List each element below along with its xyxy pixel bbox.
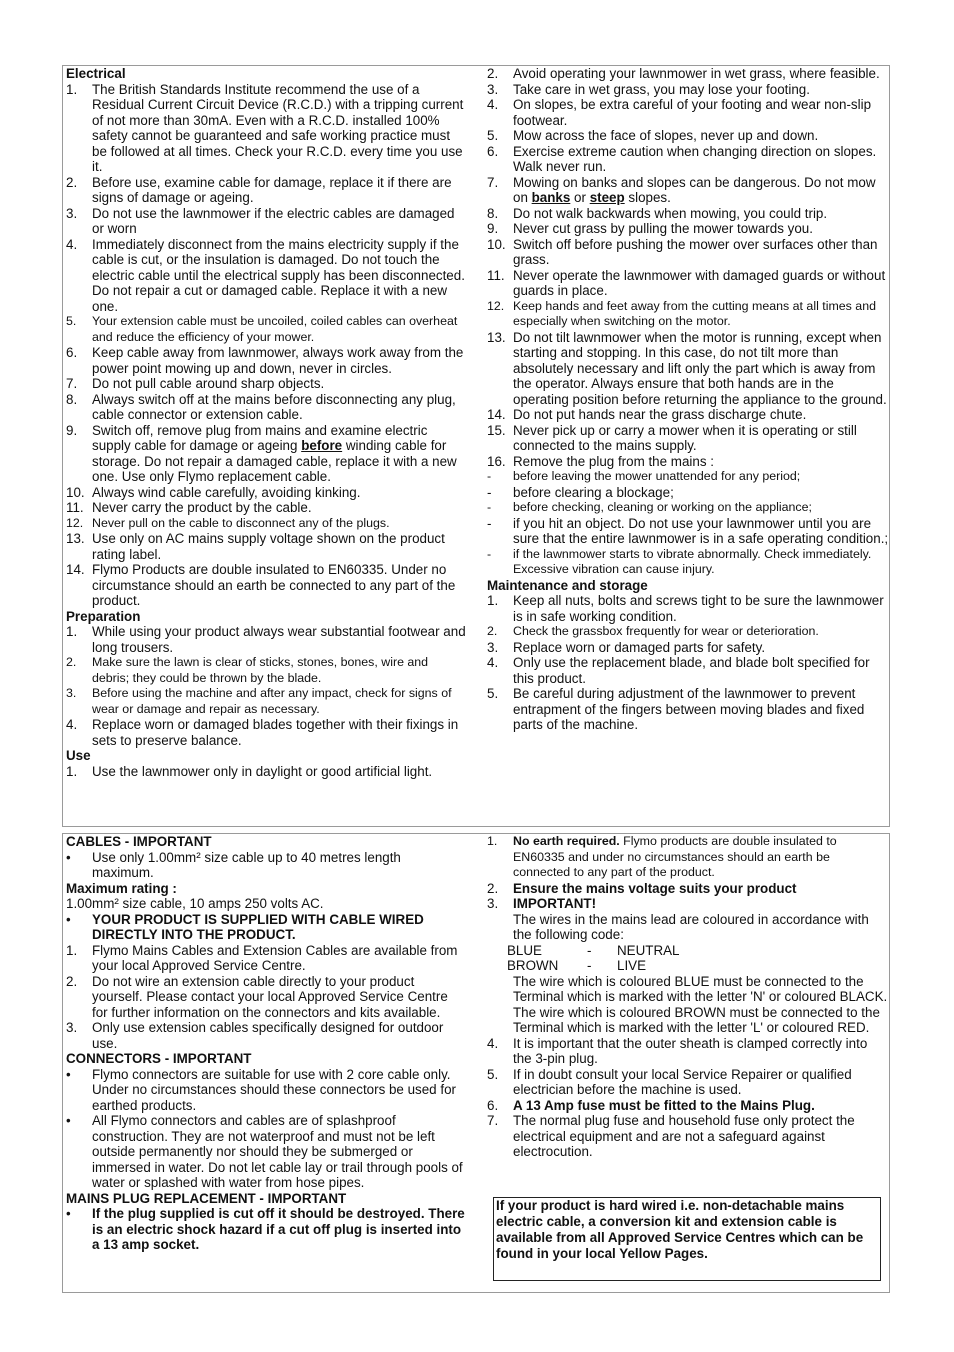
list-text: before checking, cleaning or working on the appliance; bbox=[513, 500, 812, 514]
list-number: 1. bbox=[66, 763, 78, 779]
list-item bbox=[487, 516, 889, 547]
list-text: Never pick up or carry a mower when it is operating or still connected to the mains supply. bbox=[513, 422, 857, 453]
list-number: 5. bbox=[487, 686, 499, 701]
list-number: 5. bbox=[66, 314, 77, 328]
list-number bbox=[487, 912, 513, 943]
list-number: 6. bbox=[487, 1097, 499, 1113]
text-part: or bbox=[570, 190, 590, 205]
list-number: 7. bbox=[487, 1113, 499, 1128]
list-item bbox=[66, 655, 466, 686]
list-number: 4. bbox=[487, 97, 499, 112]
list-number: 1. bbox=[487, 834, 498, 848]
list-text: Do not use the lawnmower if the electric cables are damaged or worn bbox=[92, 205, 455, 236]
list-text: Your extension cable must be uncoiled, coiled cables can overheat and reduce the efficiency of your mower. bbox=[92, 314, 458, 344]
list-item bbox=[487, 82, 889, 98]
bold-text: No earth required. bbox=[513, 834, 620, 848]
list-item bbox=[487, 1005, 889, 1036]
list-item bbox=[487, 640, 889, 656]
list-item bbox=[487, 1113, 889, 1160]
list-text: The wire which is coloured BROWN must be connected to the Terminal which is marked with the letter 'L' or coloured RED. bbox=[513, 1004, 880, 1035]
list-text: Keep all nuts, bolts and screws tight to be sure the lawnmower is in safe working condition. bbox=[513, 593, 884, 624]
list-item bbox=[487, 1098, 889, 1114]
list-number: 16. bbox=[487, 453, 506, 469]
list-number: 3. bbox=[66, 686, 77, 700]
list-text bbox=[513, 834, 889, 881]
list-number: - bbox=[487, 515, 492, 531]
list-number: 11. bbox=[487, 267, 505, 283]
list-text: Check the grassbox frequently for wear or deterioration. bbox=[513, 624, 819, 638]
list-number: 2. bbox=[66, 174, 78, 190]
list-item bbox=[66, 500, 466, 516]
list-item bbox=[66, 345, 466, 376]
list-item bbox=[66, 423, 466, 485]
list-text: The normal plug fuse and household fuse only protect the electrical equipment and are not a safeguard against electrocution. bbox=[513, 1113, 855, 1159]
list-item bbox=[66, 1067, 466, 1114]
list-item bbox=[66, 175, 466, 206]
list-text: Flymo Products are double insulated to EN60335. Under no circumstance should an earth be connected to any part of the product. bbox=[92, 562, 456, 608]
list-item bbox=[487, 655, 889, 686]
list-number: • bbox=[66, 1066, 71, 1082]
list-number: 2. bbox=[66, 973, 78, 989]
list-item bbox=[487, 407, 889, 423]
list-item bbox=[66, 764, 466, 780]
list-text bbox=[92, 423, 466, 485]
list-number: 3. bbox=[66, 1020, 78, 1035]
hard-wired-note: If your product is hard wired i.e. non-detachable mains electric cable, a conversion kit and extension cable is available from all Approved Service Centres which can be found in your local Yellow Pages. bbox=[493, 1197, 881, 1281]
list-item bbox=[66, 1206, 466, 1253]
list-item bbox=[487, 144, 889, 175]
section-heading: Electrical bbox=[66, 66, 126, 81]
list-item bbox=[487, 423, 889, 454]
list-item bbox=[487, 1036, 889, 1067]
list-number: 8. bbox=[66, 391, 78, 407]
list-number: 3. bbox=[66, 205, 78, 221]
list-item bbox=[487, 485, 889, 501]
list-text: Make sure the lawn is clear of sticks, stones, bones, wire and debris; they could be thrown by the blade. bbox=[92, 655, 429, 685]
list-number: 1. bbox=[66, 624, 78, 639]
list-number: • bbox=[66, 911, 71, 927]
list-number: 14. bbox=[487, 407, 506, 422]
list-number: 4. bbox=[487, 1035, 499, 1051]
list-text: While using your product always wear substantial footwear and long trousers. bbox=[92, 624, 466, 655]
list-number bbox=[487, 1005, 513, 1036]
list-number: 3. bbox=[487, 81, 499, 97]
list-item bbox=[487, 299, 889, 330]
list-text: Flymo connectors are suitable for use with 2 core cable only. Under no circumstances should these connectors be used for earthed products. bbox=[92, 1066, 456, 1113]
list-number: 4. bbox=[66, 717, 78, 732]
list-item bbox=[66, 516, 466, 532]
list-number: 9. bbox=[66, 422, 78, 438]
wire-function: NEUTRAL bbox=[617, 942, 680, 958]
underlined-text: steep bbox=[589, 190, 625, 205]
list-item bbox=[66, 1113, 466, 1191]
section-heading: Maximum rating : bbox=[66, 880, 177, 896]
wire-dash: - bbox=[587, 958, 592, 973]
list-item bbox=[487, 66, 889, 82]
list-number: • bbox=[66, 1113, 71, 1128]
section-heading: MAINS PLUG REPLACEMENT - IMPORTANT bbox=[66, 1190, 347, 1206]
list-item bbox=[66, 912, 466, 943]
list-text: IMPORTANT! bbox=[513, 896, 597, 911]
list-item bbox=[487, 912, 889, 943]
list-number: • bbox=[66, 1206, 71, 1221]
cables-section bbox=[62, 833, 890, 1293]
list-item bbox=[66, 314, 466, 345]
section-heading: Preparation bbox=[66, 608, 141, 624]
list-number: - bbox=[487, 500, 492, 514]
list-number: 8. bbox=[487, 205, 499, 221]
text-part: Switch off, remove plug from mains and examine electric supply cable for damage or ageing bbox=[92, 422, 428, 453]
list-item bbox=[487, 624, 889, 640]
column-left bbox=[66, 834, 466, 1253]
list-item bbox=[487, 974, 889, 1005]
list-text: Keep hands and feet away from the cutting means at all times and especially when switching on the motor. bbox=[513, 298, 876, 328]
list-text: Do not wire an extension cable directly to your product yourself. Please contact your local Approved Service Centre for further information on the connectors and kits available. bbox=[92, 973, 448, 1020]
column-left bbox=[66, 66, 466, 779]
list-text: Keep cable away from lawnmower, always work away from the power point mowing up and down, never in circles. bbox=[92, 345, 464, 376]
list-text: Never operate the lawnmower with damaged guards or without guards in place. bbox=[513, 267, 886, 298]
wire-code-row bbox=[507, 958, 889, 974]
list-number: 12. bbox=[487, 298, 505, 313]
list-number: 2. bbox=[487, 880, 499, 896]
list-number: 13. bbox=[66, 531, 85, 546]
list-number: 15. bbox=[487, 422, 506, 438]
list-item bbox=[487, 221, 889, 237]
list-item bbox=[66, 943, 466, 974]
list-text: On slopes, be extra careful of your footing and wear non-slip footwear. bbox=[513, 97, 872, 128]
list-number: 13. bbox=[487, 329, 506, 345]
list-item bbox=[66, 974, 466, 1021]
list-item bbox=[487, 1067, 889, 1098]
wire-colour: BLUE bbox=[507, 942, 542, 958]
list-text: All Flymo connectors and cables are of splashproof construction. They are not waterproof and must not be left outside permanently nor should they be submerged or immersed in water. Do not let cable lay or trail through pools of water or splashed with water from hose pipes. bbox=[92, 1113, 463, 1190]
list-number: 6. bbox=[487, 143, 499, 159]
list-text: It is important that the outer sheath is clamped correctly into the 3-pin plug. bbox=[513, 1035, 868, 1066]
list-number bbox=[487, 974, 513, 1005]
list-item bbox=[66, 376, 466, 392]
list-text: Mow across the face of slopes, never up and down. bbox=[513, 128, 819, 143]
list-text: Be careful during adjustment of the lawnmower to prevent entrapment of the fingers between moving blades and fixed parts of the machine. bbox=[513, 686, 865, 732]
list-number: - bbox=[487, 484, 492, 500]
list-item bbox=[487, 593, 889, 624]
section-heading: CONNECTORS - IMPORTANT bbox=[66, 1051, 252, 1066]
list-item bbox=[487, 175, 889, 206]
list-text: A 13 Amp fuse must be fitted to the Mains Plug. bbox=[513, 1097, 815, 1113]
list-item bbox=[66, 562, 466, 609]
safety-section bbox=[62, 65, 890, 827]
list-item bbox=[487, 469, 889, 485]
list-text bbox=[513, 175, 889, 206]
list-number: 5. bbox=[487, 1066, 499, 1082]
list-text: The British Standards Institute recommend the use of a Residual Current Circuit Device (R.C.D.) with a tripping current of not more than 30mA. Even with a R.C.D. installed 100% safety cannot be guaranteed and safe working practice must be followed at all times. Check your R.C.D. every time you use it. bbox=[92, 81, 464, 174]
list-text: Never carry the product by the cable. bbox=[92, 500, 312, 515]
list-item bbox=[66, 717, 466, 748]
list-number: 10. bbox=[487, 236, 506, 252]
list-text: before clearing a blockage; bbox=[513, 484, 674, 500]
list-number: 2. bbox=[487, 624, 498, 638]
list-text: Replace worn or damaged blades together with their fixings in sets to preserve balance. bbox=[92, 717, 459, 748]
list-text: Before using the machine and after any impact, check for signs of wear or damage and repair as necessary. bbox=[92, 686, 452, 716]
list-text: Do not walk backwards when mowing, you could trip. bbox=[513, 205, 828, 221]
list-number: 7. bbox=[487, 174, 499, 190]
list-number: 2. bbox=[487, 66, 499, 81]
list-number: 11. bbox=[66, 500, 84, 515]
list-item bbox=[487, 237, 889, 268]
list-item bbox=[487, 268, 889, 299]
list-item bbox=[487, 500, 889, 516]
column-right bbox=[487, 66, 889, 733]
list-number: 4. bbox=[487, 655, 499, 670]
list-text: Exercise extreme caution when changing direction on slopes. Walk never run. bbox=[513, 143, 877, 174]
list-number: 9. bbox=[487, 221, 499, 236]
list-text: YOUR PRODUCT IS SUPPLIED WITH CABLE WIRED DIRECTLY INTO THE PRODUCT. bbox=[92, 911, 424, 942]
list-text: Never pull on the cable to disconnect any of the plugs. bbox=[92, 515, 390, 530]
list-text: if the lawnmower starts to vibrate abnormally. Check immediately. Excessive vibration can cause injury. bbox=[513, 546, 872, 576]
list-number: 6. bbox=[66, 345, 78, 360]
list-number: 10. bbox=[66, 484, 85, 500]
wire-code-row bbox=[507, 943, 889, 959]
list-item bbox=[66, 850, 466, 881]
list-text: The wires in the mains lead are coloured in accordance with the following code: bbox=[513, 911, 869, 942]
list-text: Always wind cable carefully, avoiding kinking. bbox=[92, 484, 361, 500]
list-item bbox=[66, 82, 466, 175]
list-item bbox=[66, 686, 466, 717]
list-item bbox=[487, 896, 889, 912]
section-heading: Use bbox=[66, 748, 91, 763]
list-item bbox=[66, 392, 466, 423]
list-number: • bbox=[66, 849, 71, 865]
list-text: Only use the replacement blade, and blade bolt specified for this product. bbox=[513, 655, 870, 686]
list-item bbox=[66, 206, 466, 237]
list-number: 5. bbox=[487, 128, 499, 143]
list-item bbox=[487, 454, 889, 470]
underlined-text: before bbox=[301, 438, 343, 453]
list-item bbox=[487, 330, 889, 408]
list-number: 1. bbox=[487, 593, 499, 608]
list-text: Use only on AC mains supply voltage shown on the product rating label. bbox=[92, 531, 445, 562]
text-part: slopes. bbox=[624, 190, 671, 205]
list-number: 3. bbox=[487, 639, 499, 655]
wire-colour: BROWN bbox=[507, 958, 559, 973]
list-number: 14. bbox=[66, 562, 85, 577]
list-item bbox=[487, 97, 889, 128]
list-number: - bbox=[487, 469, 492, 483]
list-number: 4. bbox=[66, 236, 78, 252]
wire-function: LIVE bbox=[617, 958, 647, 973]
list-item bbox=[66, 531, 466, 562]
paragraph: 1.00mm² size cable, 10 amps 250 volts AC. bbox=[66, 896, 324, 911]
list-text: Always switch off at the mains before disconnecting any plug, cable connector or extension cable. bbox=[92, 391, 456, 422]
list-item bbox=[66, 485, 466, 501]
underlined-text: banks bbox=[531, 190, 571, 205]
list-text: before leaving the mower unattended for any period; bbox=[513, 469, 801, 483]
list-item bbox=[487, 834, 889, 881]
text-part: Flymo products are double insulated to EN60335 and under no circumstances should an earth be connected to any part of the product. bbox=[513, 834, 837, 879]
list-item bbox=[66, 624, 466, 655]
list-text: Replace worn or damaged parts for safety. bbox=[513, 639, 766, 655]
list-number: 2. bbox=[66, 655, 77, 669]
list-text: Ensure the mains voltage suits your product bbox=[513, 880, 797, 896]
list-number: 1. bbox=[66, 81, 78, 97]
list-item bbox=[487, 881, 889, 897]
list-item bbox=[487, 686, 889, 733]
list-text: Do not tilt lawnmower when the motor is running, except when starting and stopping. In this case, do not tilt more than absolutely necessary and lift only the part which is away from the operator. Always ensure that both hands are in the operating position before returning the appliance to the ground. bbox=[513, 329, 887, 407]
list-text: Avoid operating your lawnmower in wet grass, where feasible. bbox=[513, 66, 880, 81]
list-number: 1. bbox=[66, 942, 78, 958]
text-part: Mowing on banks and slopes can be dangerous. Do not mow on bbox=[513, 174, 876, 205]
section-heading: Maintenance and storage bbox=[487, 577, 648, 593]
list-text: The wire which is coloured BLUE must be connected to the Terminal which is marked with the letter 'N' or coloured BLACK. bbox=[513, 973, 888, 1004]
list-text: Switch off before pushing the mower over surfaces other than grass. bbox=[513, 236, 878, 267]
list-number: 7. bbox=[66, 376, 78, 391]
list-number: - bbox=[487, 546, 492, 561]
list-item bbox=[487, 128, 889, 144]
list-text: Do not put hands near the grass discharge chute. bbox=[513, 407, 807, 422]
list-text: Use the lawnmower only in daylight or good artificial light. bbox=[92, 763, 433, 779]
list-text: Only use extension cables specifically designed for outdoor use. bbox=[92, 1020, 444, 1051]
list-item bbox=[487, 547, 889, 578]
column-right bbox=[487, 834, 889, 1160]
list-text: If the plug supplied is cut off it should be destroyed. There is an electric shock hazard if a cut off plug is inserted into a 13 amp socket. bbox=[92, 1206, 465, 1252]
list-item bbox=[66, 1020, 466, 1051]
list-item bbox=[66, 237, 466, 315]
text-part: winding cable for storage. Do not repair a damaged cable, replace it with a new one. Use only Flymo replacement cable. bbox=[92, 438, 457, 484]
list-text: Flymo Mains Cables and Extension Cables are available from your local Approved Service Centre. bbox=[92, 942, 458, 973]
list-text: Never cut grass by pulling the mower towards you. bbox=[513, 221, 813, 236]
list-text: Do not pull cable around sharp objects. bbox=[92, 376, 325, 391]
list-number: 12. bbox=[66, 515, 84, 530]
list-text: If in doubt consult your local Service Repairer or qualified electrician before the machine is used. bbox=[513, 1066, 852, 1097]
list-text: if you hit an object. Do not use your lawnmower until you are sure that the entire lawnmower is in a safe operating condition.; bbox=[513, 515, 889, 546]
list-number: 3. bbox=[487, 896, 499, 911]
list-text: Use only 1.00mm² size cable up to 40 metres length maximum. bbox=[92, 849, 401, 880]
wire-dash: - bbox=[587, 942, 592, 958]
list-text: Take care in wet grass, you may lose your footing. bbox=[513, 81, 810, 97]
list-text: Before use, examine cable for damage, replace it if there are signs of damage or ageing. bbox=[92, 174, 452, 205]
section-heading: CABLES - IMPORTANT bbox=[66, 834, 212, 849]
list-text: Immediately disconnect from the mains electricity supply if the cable is cut, or the insulation is damaged. Do not touch the electric cable until the electrical supply has been disconnected. Do not repair a cut or damaged cable. Replace it with a new one. bbox=[92, 236, 465, 314]
list-item bbox=[487, 206, 889, 222]
list-text: Remove the plug from the mains : bbox=[513, 453, 714, 469]
